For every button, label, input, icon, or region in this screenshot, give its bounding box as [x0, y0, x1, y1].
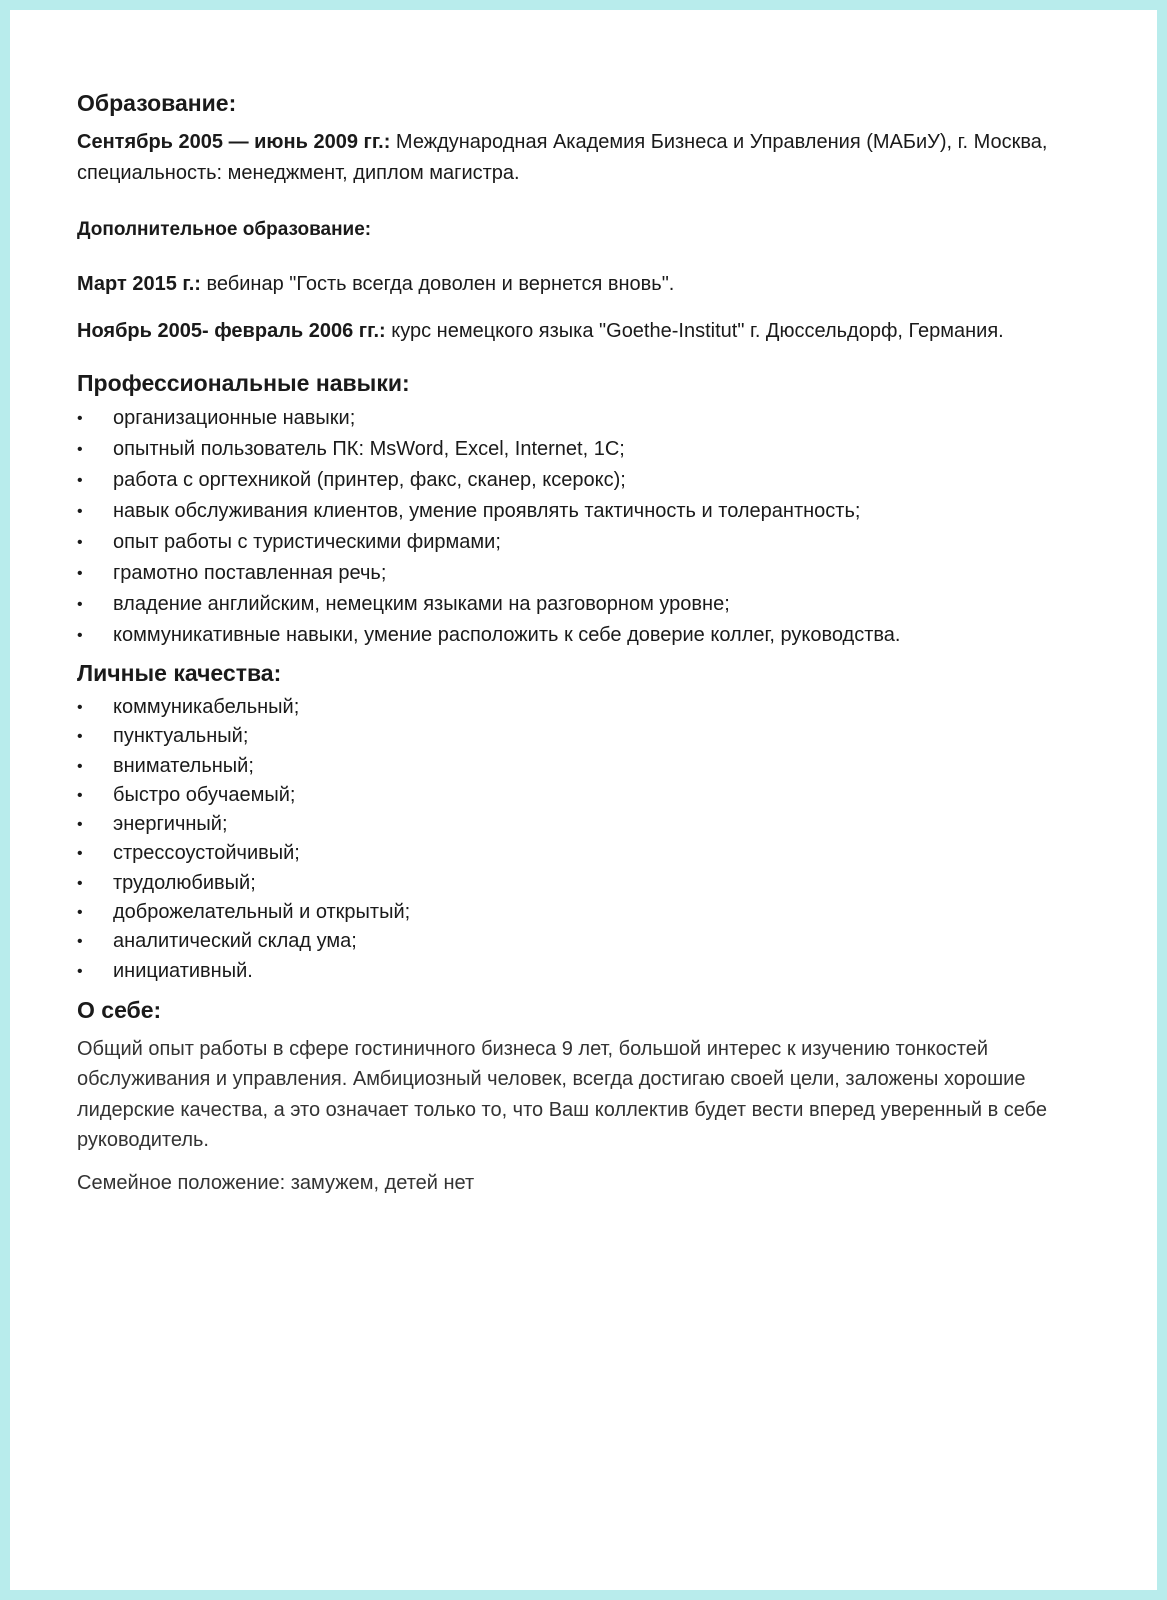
- list-item: • аналитический склад ума;: [77, 927, 1097, 956]
- family-status: Семейное положение: замужем, детей нет: [77, 1171, 475, 1194]
- list-item: • коммуникабельный;: [77, 693, 1097, 722]
- list-item: • коммуникативные навыки, умение расположить к себе доверие коллег, руководства.: [77, 620, 1097, 651]
- skills-list: [77, 403, 1097, 651]
- additional-education-period: Март 2015 г.:: [77, 273, 201, 295]
- list-item: • стрессоустойчивый;: [77, 839, 1097, 868]
- about-heading: О себе:: [77, 996, 162, 1023]
- qualities-heading: Личные качества:: [77, 660, 282, 686]
- additional-education-text: вебинар "Гость всегда доволен и вернется вновь".: [200, 273, 675, 295]
- list-item: • владение английским, немецким языками на разговорном уровне;: [77, 589, 1097, 620]
- list-item: • инициативный.: [77, 957, 1097, 986]
- qualities-list: [77, 693, 1097, 986]
- list-item: • быстро обучаемый;: [77, 781, 1097, 810]
- list-item: • грамотно поставленная речь;: [77, 558, 1097, 589]
- list-item: • навык обслуживания клиентов, умение проявлять тактичность и толерантность;: [77, 496, 1097, 527]
- list-item: • работа с оргтехникой (принтер, факс, сканер, ксерокс);: [77, 465, 1097, 496]
- additional-education-heading: Дополнительное образование:: [77, 219, 372, 240]
- list-item: • организационные навыки;: [77, 403, 1097, 434]
- education-heading: Образование:: [77, 90, 237, 116]
- list-item: • энергичный;: [77, 810, 1097, 839]
- list-item: • опыт работы с туристическими фирмами;: [77, 527, 1097, 558]
- resume-page: [10, 10, 1157, 1590]
- skills-heading: Профессиональные навыки:: [77, 370, 410, 396]
- list-item: • внимательный;: [77, 752, 1097, 781]
- education-entry: [77, 127, 1097, 189]
- list-item: • трудолюбивый;: [77, 869, 1097, 898]
- list-item: • пунктуальный;: [77, 722, 1097, 751]
- education-period: Сентябрь 2005 — июнь 2009 гг.:: [77, 131, 391, 153]
- additional-education-entry: [77, 316, 1097, 347]
- list-item: • опытный пользователь ПК: MsWord, Excel, Internet, 1С;: [77, 434, 1097, 465]
- additional-education-text: курс немецкого языка "Goethe-Institut" г. Дюссельдорф, Германия.: [385, 320, 1004, 342]
- additional-education-entry: [77, 269, 1097, 300]
- about-text: Общий опыт работы в сфере гостиничного бизнеса 9 лет, большой интерес к изучению тонкостей обслуживания и управления. Амбициозный человек, всегда достигаю своей цели, заложены хорошие лидерские качества, а это означает только то, что Ваш коллектив будет вести вперед уверенный в себе руководитель.: [77, 1037, 1048, 1152]
- list-item: • доброжелательный и открытый;: [77, 898, 1097, 927]
- education-text: Международная Академия Бизнеса и Управления (МАБиУ), г. Москва, специальность: менеджмент, диплом магистра.: [77, 131, 1048, 184]
- additional-education-period: Ноябрь 2005- февраль 2006 гг.:: [77, 320, 386, 342]
